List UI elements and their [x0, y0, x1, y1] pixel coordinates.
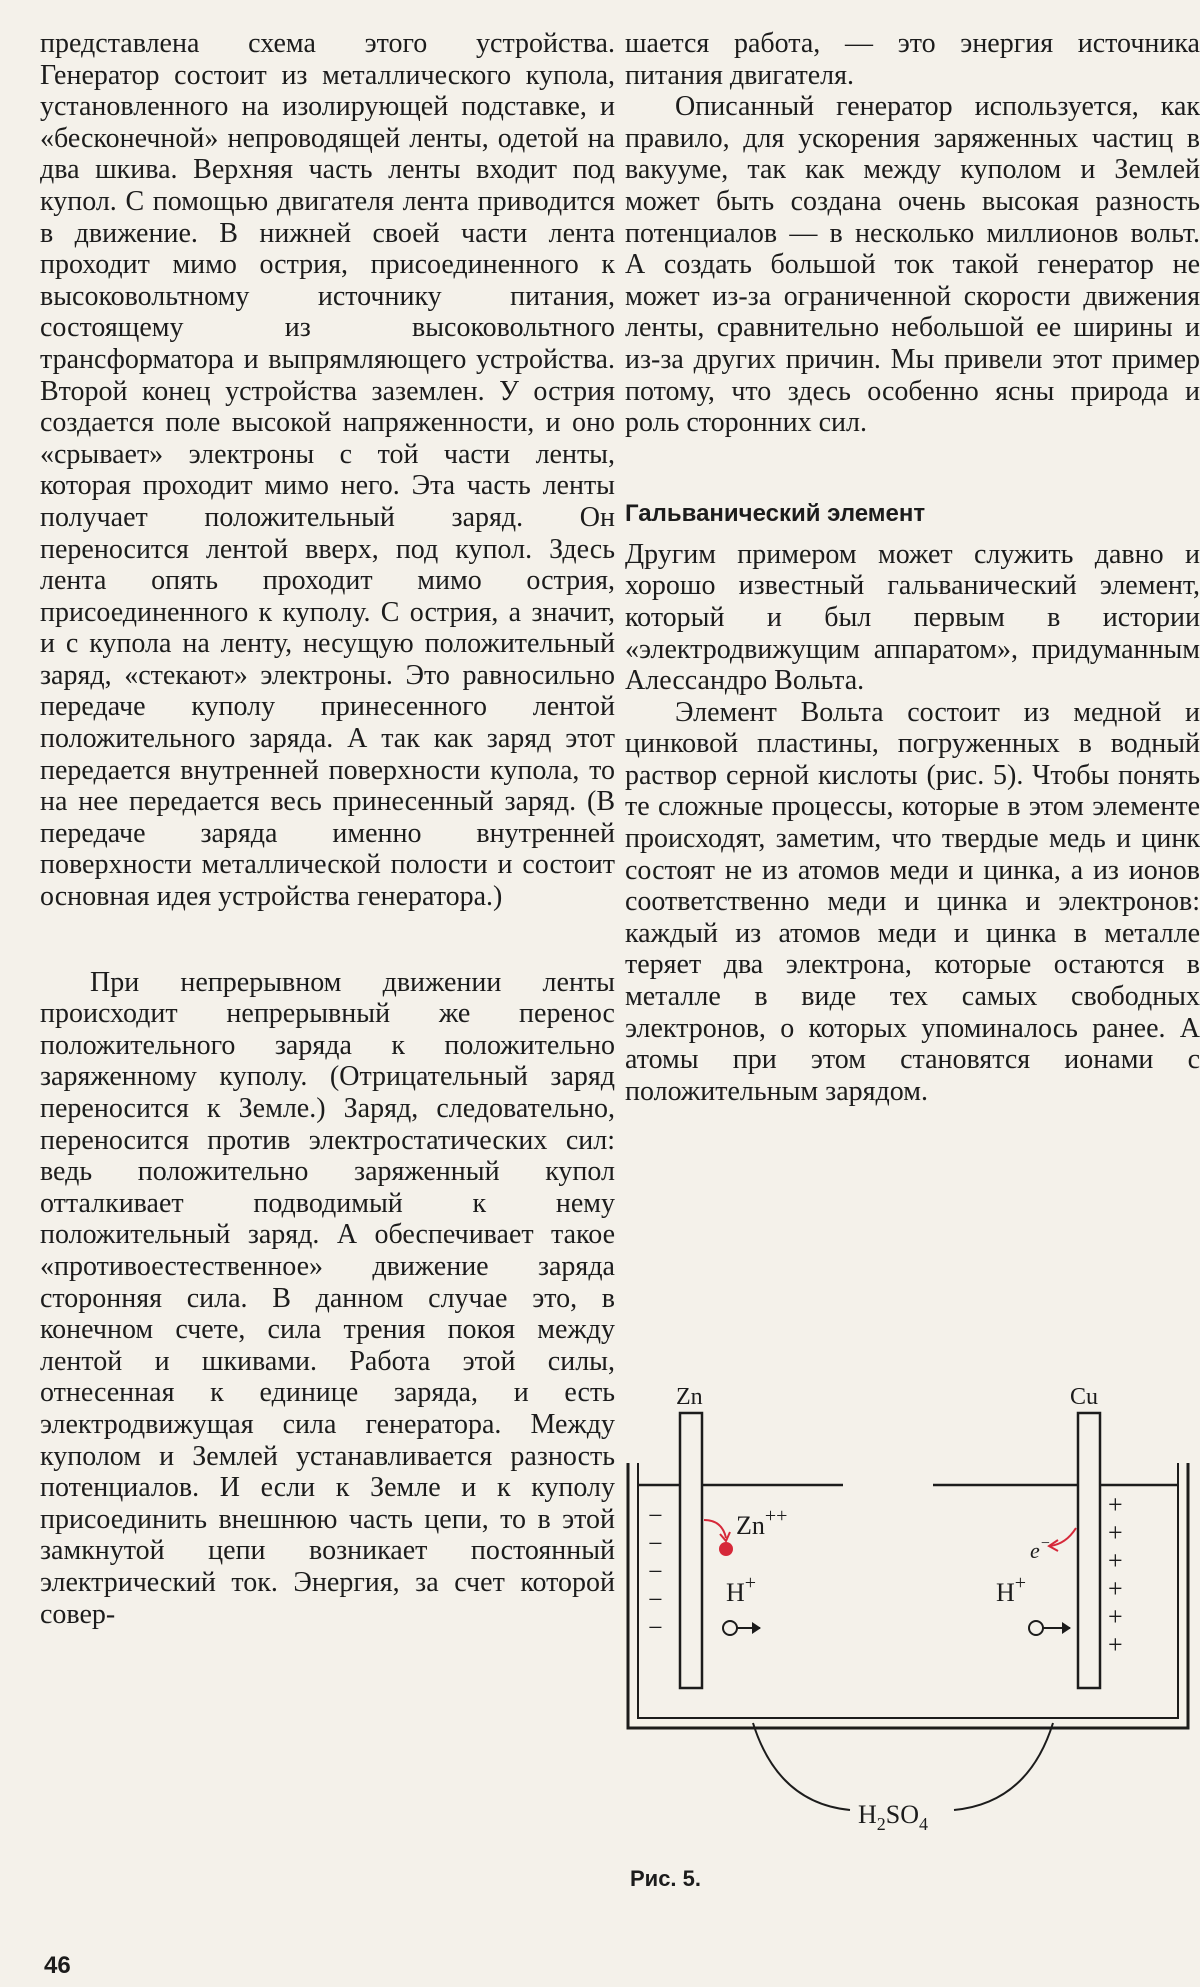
zinc-plate [680, 1413, 702, 1688]
electron-label: e− [1030, 1535, 1051, 1563]
zinc-ion-dot [719, 1542, 733, 1556]
plus-sign: + [1108, 1490, 1123, 1519]
paragraph: Элемент Вольта состоит из медной и цинковой пластины, погруженных в водный раствор серной кислоты (рис. 5). Чтобы понять те сложные процессы, которые в этом элементе происходят, заметим, что твердые медь и цинк состоят не из атомов меди и цинка, а из ионов соответственно меди и цинка и электронов: каждый из атомов меди и цинка в металле теряет два электрона, которые остаются в металле в виде тех самых свободных электронов, о которых упоминалось ранее. А атомы при этом становятся ионами с положительным зарядом. [625, 696, 1200, 1107]
copper-plate [1078, 1413, 1100, 1688]
hydrogen-ion-label-right: H+ [996, 1572, 1027, 1607]
zinc-ion-label: Zn++ [736, 1505, 788, 1540]
copper-label: Cu [1070, 1384, 1099, 1410]
zinc-ion-path [704, 1520, 726, 1538]
volta-cell-diagram [618, 1378, 1193, 1848]
paragraph: Описанный генератор используется, как правило, для ускорения заряженных частиц в вакууме, так как между куполом и Землей может быть создана очень высокая разность потенциалов — в несколько миллионов вольт. А создать большой ток такой генератор не может из-за ограниченной скорости движения ленты, сравнительно небольшой ее ширины и из-за других причин. Мы привели этот пример потому, что здесь особенно ясны природа и роль сторонних сил. [625, 91, 1200, 439]
minus-sign: − [648, 1557, 663, 1586]
hydrogen-ion-left [723, 1621, 737, 1635]
arrow-head-icon [1062, 1622, 1071, 1634]
paragraph: шается работа, — это энергия источника питания двигателя. [625, 28, 1200, 91]
hydrogen-ion-label-left: H+ [726, 1572, 757, 1607]
left-column [40, 28, 615, 1630]
paragraph: представлена схема этого устройства. Генератор состоит из металлического купола, установленного на изолирующей подставке, и «бесконечной» непроводящей ленты, одетой на два шкива. Верхняя часть ленты входит под купол. С помощью двигателя лента приводится в движение. В нижней своей части лента проходит мимо острия, присоединенного к высоковольтному источнику питания, состоящему из высоковольтного трансформатора и выпрямляющего устройства. Второй конец устройства заземлен. У острия создается поле высокой напряженности, и оно «срывает» электроны с той части ленты, которая проходит мимо него. Эта часть ленты получает положительный заряд. Он переносится лентой вверх, под купол. Здесь лента опять проходит мимо острия, присоединенного к куполу. С острия, а значит, и с купола на ленту, несущую положительный заряд, «стекают» электроны. Это равносильно передаче куполу принесенного лентой положительного заряда. А так как заряд этот передается внутренней поверхности купола, то на нее передается весь принесенный заряд. (В передаче заряда именно внутренней поверхности металлической полости и состоит основная идея устройства генератора.) [40, 28, 615, 913]
plus-sign: + [1108, 1602, 1123, 1631]
negative-charges [648, 1501, 663, 1642]
positive-charges [1108, 1490, 1123, 1659]
vessel-outer-wall [628, 1463, 1188, 1728]
paragraph: При непрерывном движении ленты происходит непрерывный же перенос положительного заряда к положительно заряженному куполу. (Отрицательный заряд переносится к Земле.) Заряд, следовательно, переносится против электростатических сил: ведь положительно заряженный купол отталкивает подводимый к нему положительный заряд. А обеспечивает такое «противоестественное» движение заряда сторонняя сила. В данном случае это, в конечном счете, сила трения покоя между лентой и шкивами. Работа этой силы, отнесенная к единице заряда, и есть электродвижущая сила генератора. Между куполом и Землей устанавливается разность потенциалов. И если к Земле и к куполу присоединить внешнюю часть цепи, то в этой замкнутой цепи возникает постоянный электрический ток. Энергия, за счет которой совер- [40, 966, 615, 1630]
page-number: 46 [44, 1952, 71, 1979]
zinc-label: Zn [676, 1384, 703, 1410]
plus-sign: + [1108, 1518, 1123, 1547]
plus-sign: + [1108, 1574, 1123, 1603]
minus-sign: − [648, 1529, 663, 1558]
minus-sign: − [648, 1613, 663, 1642]
plus-sign: + [1108, 1546, 1123, 1575]
acid-pointer-left [753, 1723, 850, 1810]
right-column [625, 28, 1200, 1107]
figure-caption: Рис. 5. [630, 1866, 702, 1891]
plus-sign: + [1108, 1630, 1123, 1659]
sulfuric-acid-label: $H_2SO_4$ [858, 1800, 929, 1834]
figure-volta-cell [618, 1378, 1193, 1848]
minus-sign: − [648, 1585, 663, 1614]
paragraph: Другим примером может служить давно и хорошо известный гальванический элемент, который и был первым в истории «электродвижущим аппаратом», придуманным Алессандро Вольта. [625, 538, 1200, 697]
acid-pointer-right [954, 1723, 1053, 1810]
section-heading: Гальванический элемент [625, 499, 926, 527]
hydrogen-ion-right [1029, 1621, 1043, 1635]
minus-sign: − [648, 1501, 663, 1530]
arrow-head-icon [752, 1622, 761, 1634]
